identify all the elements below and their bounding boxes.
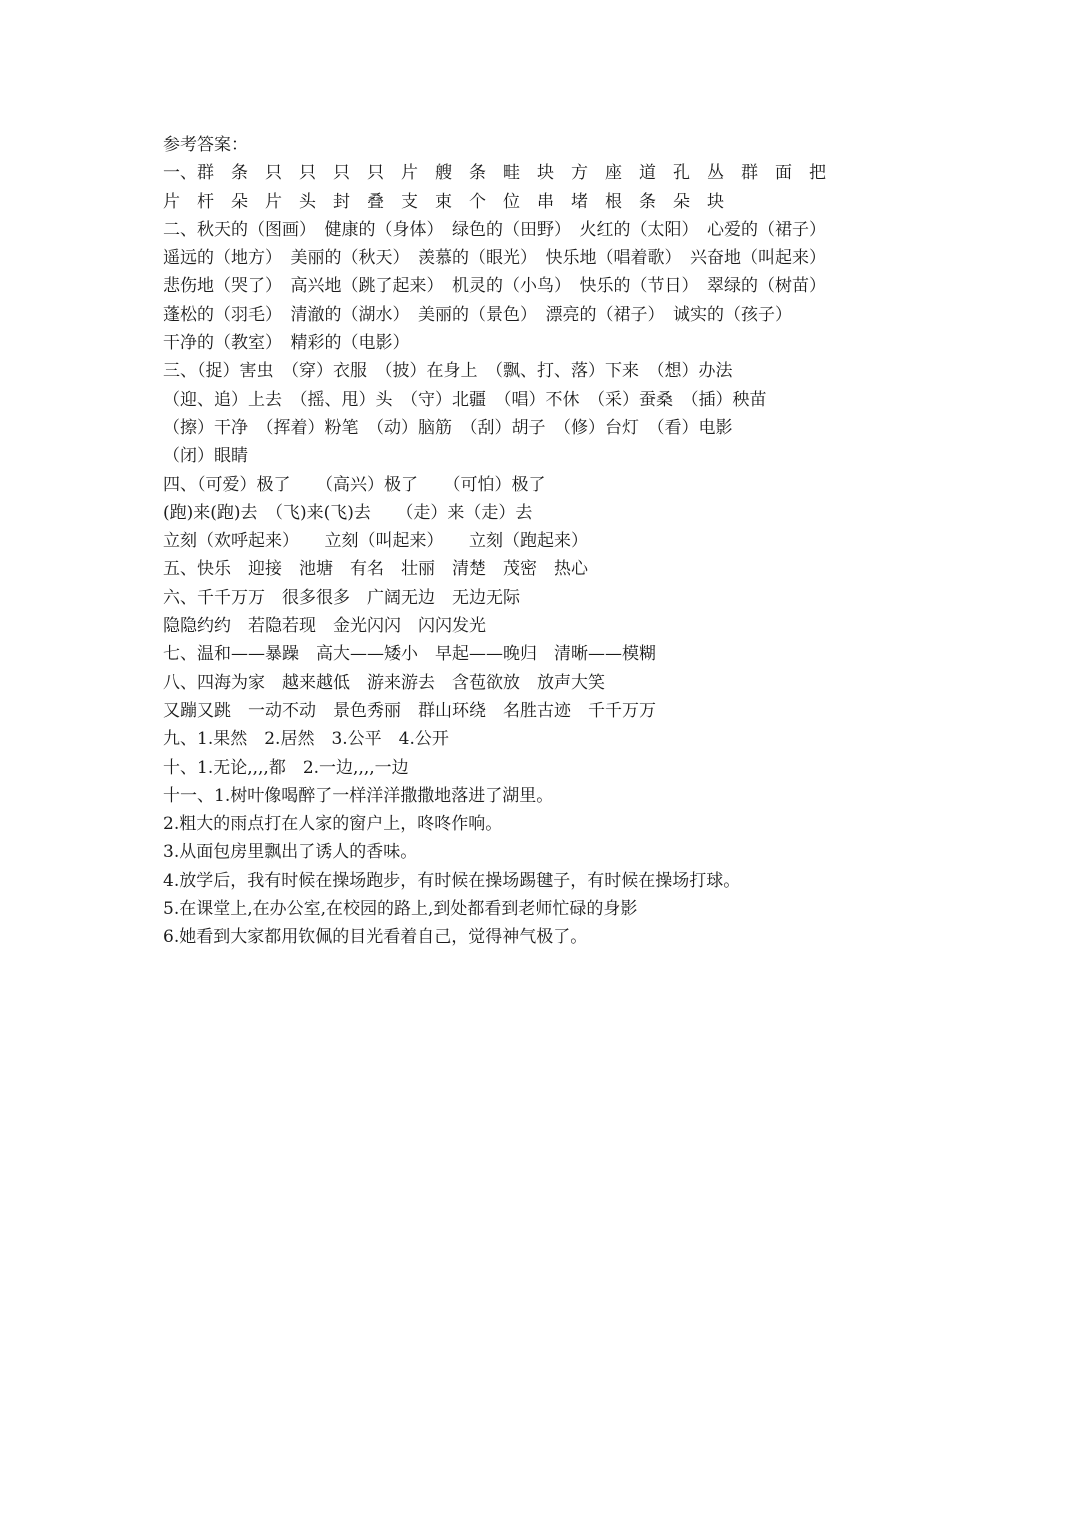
answer-line: 立刻（欢呼起来） 立刻（叫起来） 立刻（跑起来）: [163, 531, 588, 552]
answer-line: 又蹦又跳 一动不动 景色秀丽 群山环绕 名胜古迹 千千万万: [163, 700, 656, 721]
answer-line: 十、1.无论,,,,都 2.一边,,,,一边: [163, 757, 409, 778]
answer-line: 悲伤地（哭了） 高兴地（跳了起来） 机灵的（小鸟） 快乐的（节日） 翠绿的（树苗）: [163, 276, 826, 297]
answer-line: 一、群 条 只 只 只 只 片 艘 条 畦 块 方 座 道 孔 丛 群 面 把: [163, 163, 826, 184]
answer-line: 2.粗大的雨点打在人家的窗户上，咚咚作响。: [163, 814, 503, 835]
answer-line: 片 杆 朵 片 头 封 叠 支 束 个 位 串 堵 根 条 朵 块: [163, 191, 724, 212]
answer-line: 遥远的（地方） 美丽的（秋天） 羡慕的（眼光） 快乐地（唱着歌） 兴奋地（叫起来）: [163, 248, 826, 269]
answer-line: 3.从面包房里飘出了诱人的香味。: [163, 842, 418, 863]
answer-key-title: 参考答案：: [163, 135, 248, 155]
answer-line: 三、（捉）害虫 （穿）衣服 （披）在身上 （飘、打、落）下来 （想）办法: [163, 361, 733, 382]
answer-line: （迎、追）上去 （摇、甩）头 （守）北疆 （唱）不休 （采）蚕桑 （插）秧苗: [163, 389, 767, 410]
answer-line: 二、秋天的（图画） 健康的（身体） 绿色的（田野） 火红的（太阳） 心爱的（裙子）: [163, 219, 826, 240]
answer-line: 八、四海为家 越来越低 游来游去 含苞欲放 放声大笑: [163, 672, 605, 693]
answer-line: 隐隐约约 若隐若现 金光闪闪 闪闪发光: [163, 616, 486, 637]
answer-line: （闭）眼睛: [163, 446, 248, 467]
answer-line: 蓬松的（羽毛） 清澈的（湖水） 美丽的（景色） 漂亮的（裙子） 诚实的（孩子）: [163, 304, 792, 325]
answer-line: 七、温和——暴躁 高大——矮小 早起——晚归 清晰——模糊: [163, 644, 656, 665]
answer-line: （擦）干净 （挥着）粉笔 （动）脑筋 （刮）胡子 （修）台灯 （看）电影: [163, 417, 733, 438]
answer-line: 四、（可爱）极了 （高兴）极了 （可怕）极了: [163, 474, 546, 495]
answer-line: 十一、1.树叶像喝醉了一样洋洋撒撒地落进了湖里。: [163, 785, 554, 806]
answer-line: 6.她看到大家都用钦佩的目光看着自己，觉得神气极了。: [163, 927, 588, 948]
answer-line: 五、快乐 迎接 池塘 有名 壮丽 清楚 茂密 热心: [163, 559, 588, 580]
answer-line: 六、千千万万 很多很多 广阔无边 无边无际: [163, 587, 520, 608]
answer-key: [163, 131, 943, 952]
answer-line: 干净的（教室） 精彩的（电影）: [163, 333, 410, 354]
answer-line: 4.放学后，我有时候在操场跑步，有时候在操场踢毽子，有时候在操场打球。: [163, 870, 741, 891]
answer-line: (跑)来(跑)去 （飞)来(飞)去 （走）来（走）去: [163, 502, 533, 523]
answer-line: 5.在课堂上,在办公室,在校园的路上,到处都看到老师忙碌的身影: [163, 899, 638, 920]
answer-line: 九、1.果然 2.居然 3.公平 4.公开: [163, 729, 449, 750]
